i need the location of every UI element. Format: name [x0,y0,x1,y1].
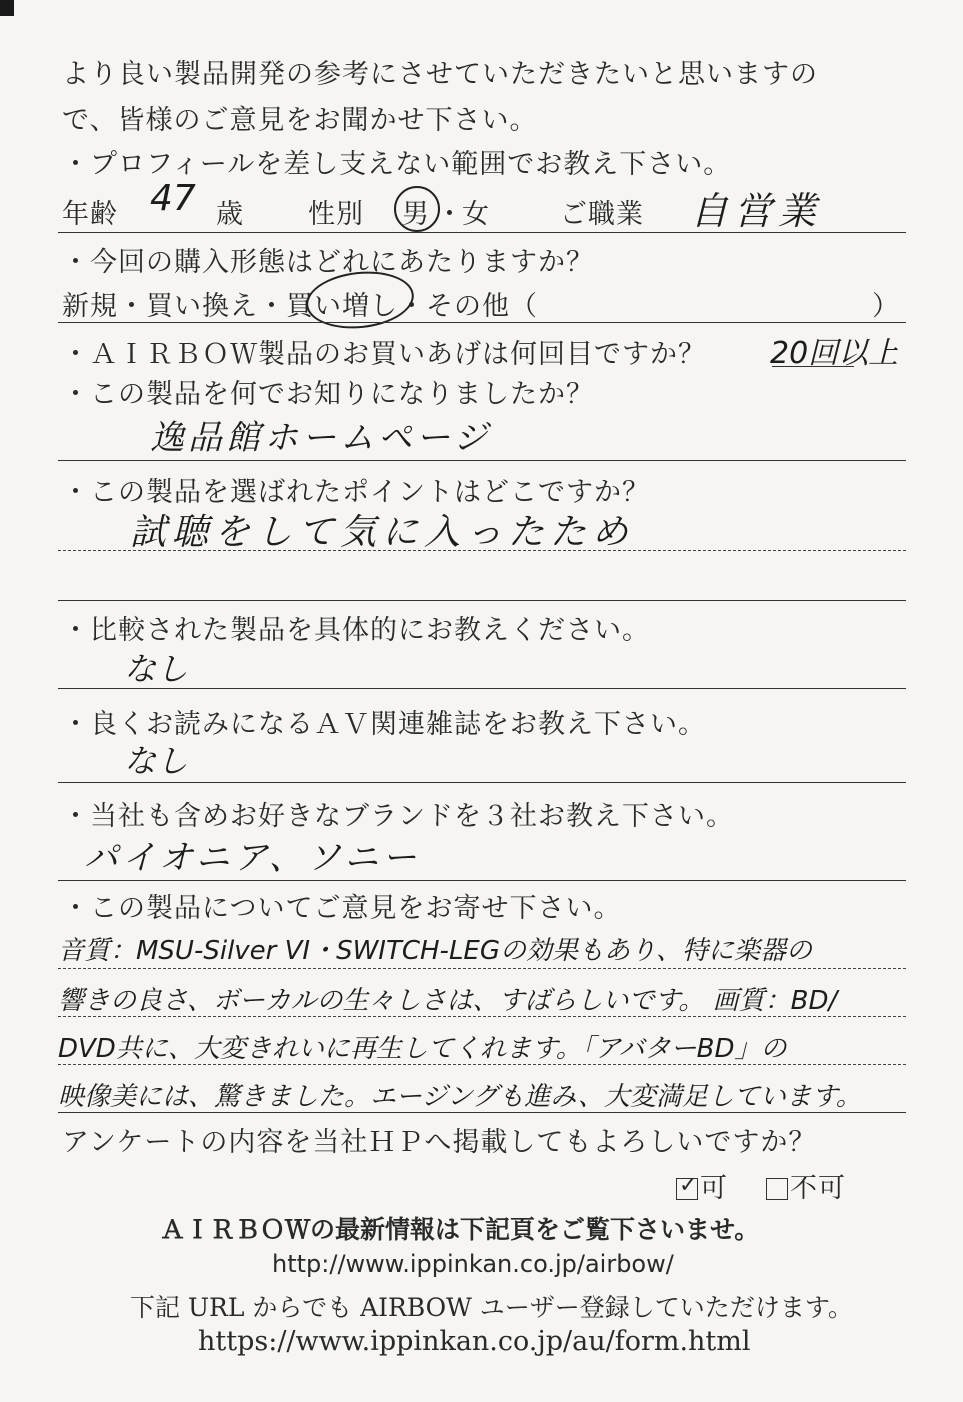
divider [58,782,906,783]
reason-answer: 試聴をして気に入ったため [130,512,635,553]
footer-url-2[interactable]: https://www.ippinkan.co.jp/au/form.html [198,1326,751,1357]
intro-line-1: より良い製品開発の参考にさせていただきたいと思いますの [62,59,818,90]
permission-deny[interactable] [766,1166,846,1205]
magazines-question: ・良くお読みになるＡＶ関連雑誌をお教え下さい。 [62,709,706,740]
brands-answer: パイオニア、ソニー [84,838,421,878]
reason-question: ・この製品を選ばれたポイントはどこですか？ [62,477,650,508]
intro-line-2: で、皆様のご意見をお聞かせ下さい。 [62,105,538,136]
deny-label: 不可 [790,1173,846,1204]
purchase-type-close-paren: ） [872,291,900,322]
opinion-line-4: 映像美には、驚きました。エージングも進み、大変満足しています。 [58,1082,862,1112]
divider [58,600,906,601]
job-label: ご職業 [560,199,644,230]
footer-register-text: 下記 URL からでも AIRBOW ユーザー登録していただけます。 [130,1293,853,1322]
allow-checkbox[interactable] [676,1173,699,1200]
purchase-count-answer: 20回以上 [770,336,899,371]
age-value: 47 [150,178,196,219]
how-known-question: ・この製品を何でお知りになりましたか？ [62,379,594,410]
purchase-type-options: 新規・買い換え・買い増し・その他（ [62,291,538,322]
opinion-line-1: 音質：MSU-Silver VI・SWITCH-LEGの効果もあり、特に楽器の [58,936,813,966]
opinion-question: ・この製品についてご意見をお寄せ下さい。 [62,893,622,924]
deny-checkbox[interactable] [766,1178,788,1200]
magazines-answer: なし [124,742,189,780]
corner-mark [0,0,14,16]
age-label: 年齢 [62,199,118,230]
check-icon: ✓ [679,1173,699,1198]
dashed-divider [58,1016,906,1017]
gender-selected-circle [394,186,440,232]
brands-question: ・当社も含めお好きなブランドを３社お教え下さい。 [62,801,734,832]
opinion-line-3: DVD共に、大変きれいに再生してくれます。「アバターBD」の [58,1034,787,1064]
gender-male: 男 [402,199,430,230]
compared-question: ・比較された製品を具体的にお教えください。 [62,615,650,646]
opinion-line-2: 響きの良さ、ボーカルの生々しさは、すばらしいです。 画質：BD/ [58,986,838,1016]
compared-answer: なし [124,650,189,688]
divider [58,460,906,461]
gender-separator: ・ [436,199,464,230]
footer-headline: ＡＩＲＢＯＷの最新情報は下記頁をご覧下さいませ。 [160,1215,760,1244]
permission-allow[interactable] [676,1166,728,1205]
gender-female: 女 [462,199,490,230]
divider [58,232,906,233]
job-value: 自営業 [690,189,823,233]
purchase-count-question: ・ＡＩＲＢＯＷ製品のお買いあげは何回目ですか？ [62,339,706,370]
profile-question: ・プロフィールを差し支えない範囲でお教え下さい。 [62,149,732,180]
permission-question: アンケートの内容を当社ＨＰへ掲載してもよろしいですか？ [62,1127,817,1158]
purchase-count-underline [772,366,854,367]
gender-label: 性別 [308,199,364,230]
dashed-divider [58,550,906,551]
dashed-divider [58,1064,906,1065]
divider [58,880,906,881]
allow-label: 可 [700,1173,728,1204]
divider [58,322,906,323]
divider [58,688,906,689]
age-unit: 歳 [216,199,244,230]
purchase-type-question: ・今回の購入形態はどれにあたりますか？ [62,247,594,278]
footer-url-1[interactable]: http://www.ippinkan.co.jp/airbow/ [272,1250,674,1278]
divider [58,1112,906,1113]
how-known-answer: 逸品館ホームページ [150,418,492,458]
dashed-divider [58,968,906,969]
